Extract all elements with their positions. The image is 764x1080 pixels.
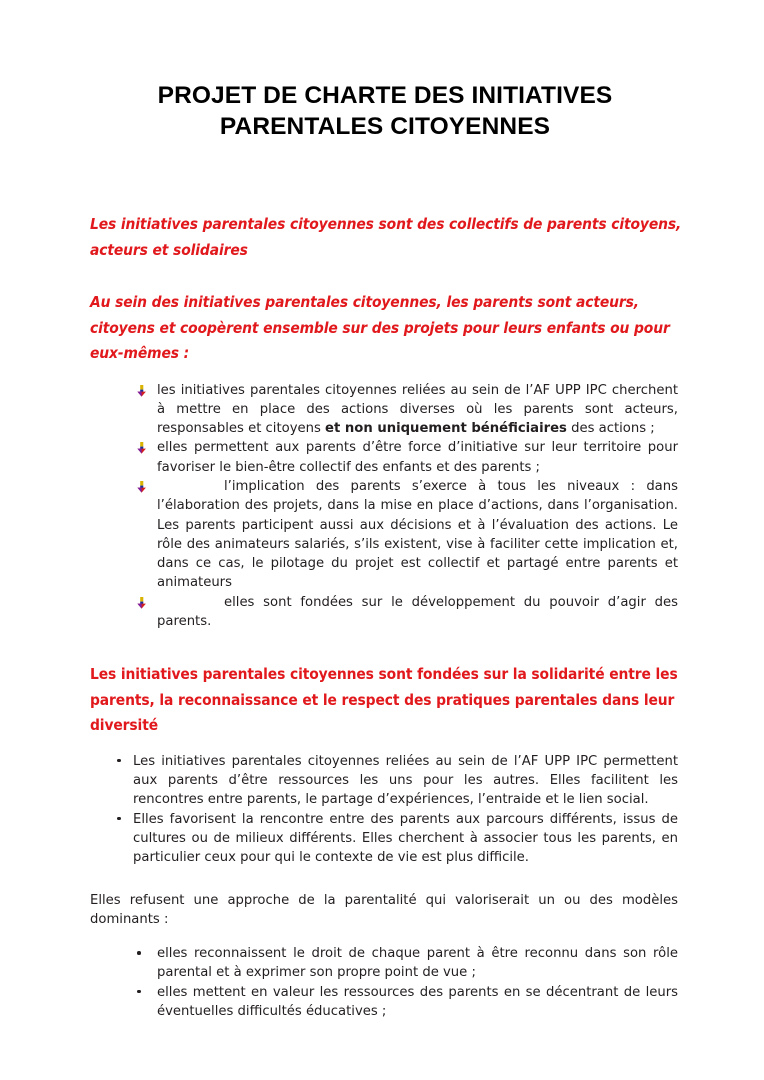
list-item [157,593,678,632]
list-item-text [157,383,678,437]
list-item-text: elles mettent en valeur les ressources des parents en se décentrant de leurs éventuelles difficultés éducatives ; [157,984,678,1019]
list-item [133,752,678,810]
list-item [157,438,678,477]
arrow-down-bullet-icon [136,480,147,492]
round-bullet-icon [117,759,121,763]
list-item [157,381,678,439]
round-bullet-icon [137,951,141,955]
arrow-down-bullet-icon [136,384,147,396]
section-2-heading: Les initiatives parentales citoyennes sont fondées sur la solidarité entre les parents, la reconnaissance et le respect des pratiques parentales dans leur diversité [90,665,678,735]
list-item-bold-text: et non uniquement bénéficiaires [325,421,567,437]
list-item [157,477,678,593]
list-item-text: elles sont fondées sur le développement du pouvoir d’agir des parents. [157,594,678,630]
section-1-heading: Les initiatives parentales citoyennes sont des collectifs de parents citoyens, acteurs et solidaires [90,215,682,259]
list-item-text: Les initiatives parentales citoyennes reliées au sein de l’AF UPP IPC permettent aux parents d’être ressources les uns pour les autres. Elles facilitent les rencontres entre parents, le partage d’expériences, l’entraide et le lien social. [133,753,678,808]
section-2 [0,662,764,739]
round-bullet-icon [117,817,121,821]
list-item-text: l’implication des parents s’exerce à tous les niveaux : dans l’élaboration des projets, dans la mise en place d’actions, dans l’organisation. Les parents participent aussi aux décisions et à l’évaluation des actions. Le rôle des animateurs salariés, s’ils existent, vise à faciliter cette implication et, dans ce cas, le pilotage du projet est collectif et partagé entre parents et animateurs [157,478,678,591]
list-item-text: Elles favorisent la rencontre entre des parents aux parcours différents, issus de cultures ou de milieux différents. Elles cherchent à associer tous les parents, en particulier ceux pour qui le contexte de vie est plus difficile. [133,811,678,866]
document-body [0,198,764,1021]
list-item-text-part: des actions ; [566,421,655,437]
list-item-text: elles permettent aux parents d’être force d’initiative sur leur territoire pour favoriser le bien-être collectif des enfants et des parents ; [157,440,678,475]
section-1-subheading: Au sein des initiatives parentales citoyennes, les parents sont acteurs, citoyens et coopèrent ensemble sur des projets pour leurs enfants ou pour eux-mêmes : [90,293,670,362]
arrow-bullet-list [0,381,764,632]
dot-bullet-list-primary [0,752,764,868]
page-title: PROJET DE CHARTE DES INITIATIVES PARENTALES CITOYENNES [157,82,613,140]
list-item [157,983,678,1022]
section-1 [0,212,764,263]
dot-bullet-list-secondary [0,944,764,1021]
section-2-paragraph: Elles refusent une approche de la parentalité qui valoriserait un ou des modèles dominants : [90,892,678,927]
list-item-text: elles reconnaissent le droit de chaque parent à être reconnu dans son rôle parental et à exprimer son propre point de vue ; [157,946,678,981]
list-item [133,810,678,868]
list-item-text-part: les initiatives parentales citoyennes reliées au sein de l’AF UPP IPC cherchent à mettre en place des actions diverses où les parents sont acteurs, responsables et citoyens [157,382,678,437]
arrow-down-bullet-icon [136,441,147,453]
arrow-down-bullet-icon [136,596,147,608]
round-bullet-icon [137,990,141,994]
list-item [157,944,678,983]
